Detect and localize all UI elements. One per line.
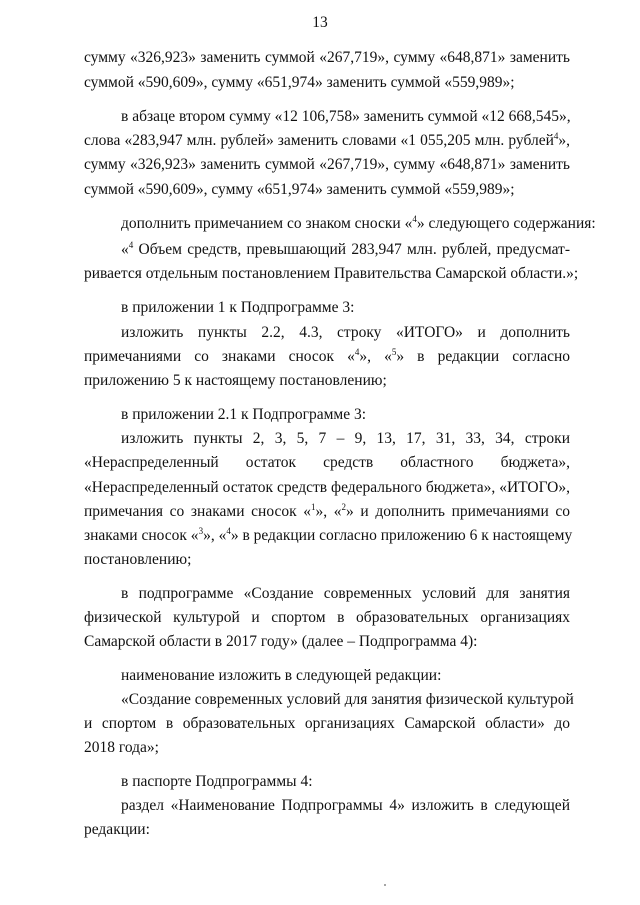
text-run: знаками сносок « — [84, 527, 199, 544]
text-line — [84, 264, 579, 284]
footnote-mark: 4 — [128, 240, 134, 250]
text-run: ривается отдельным постановлением Правительства Самарской области.»; — [84, 265, 579, 282]
text-run: приложению 5 к настоящему постановлению; — [84, 372, 387, 389]
text-run: дополнить примечанием со знаком сноски « — [121, 215, 413, 232]
text-run: примечания со знаками сносок « — [84, 503, 311, 520]
text-line — [84, 550, 570, 570]
text-run: редакции: — [84, 821, 150, 838]
text-line — [84, 608, 570, 628]
text-run: постановлению; — [84, 551, 192, 568]
text-line — [84, 347, 570, 367]
text-run: », — [558, 132, 570, 149]
text-line — [84, 714, 570, 734]
text-run: раздел «Наименование Подпрограммы 4» изложить в следующей — [121, 797, 570, 814]
text-run: » в редакции согласно приложению 6 к настоящему — [230, 527, 573, 544]
text-run: », « — [359, 348, 392, 365]
text-run: наименование изложить в следующей редакции: — [121, 667, 442, 684]
text-run: изложить пункты 2, 3, 5, 7 – 9, 13, 17, 31, 33, 34, строки — [121, 430, 570, 447]
text-run: в приложении 1 к Подпрограмме 3: — [121, 299, 355, 316]
text-line — [84, 73, 570, 93]
scan-speck — [384, 884, 386, 886]
text-run: «Нераспределенный остаток средств федерального бюджета», «ИТОГО», — [84, 479, 570, 496]
text-line — [121, 772, 570, 792]
text-line — [121, 690, 574, 710]
text-run: физической культурой и спортом в образовательных организациях — [84, 609, 570, 626]
footnote-mark: 4 — [226, 526, 231, 536]
text-line — [84, 820, 570, 840]
text-run: 2018 года»; — [84, 739, 159, 756]
text-run: суммой «590,609», сумму «651,974» заменить суммой «559,989»; — [84, 181, 515, 198]
text-line — [121, 405, 570, 425]
text-run: « — [121, 241, 129, 258]
footnote-mark: 4 — [412, 214, 417, 224]
text-line — [121, 107, 570, 127]
text-line — [84, 526, 573, 546]
text-line — [121, 666, 570, 686]
text-run: Самарской области в 2017 году» (далее – Подпрограмма 4): — [84, 633, 478, 650]
text-run: «Нераспределенный остаток средств областного бюджета», — [84, 454, 570, 471]
text-line — [84, 478, 570, 498]
text-line — [84, 738, 570, 758]
text-run: суммой «590,609», сумму «651,974» заменить суммой «559,989»; — [84, 74, 515, 91]
text-run: сумму «326,923» заменить суммой «267,719», сумму «648,871» заменить — [84, 49, 570, 66]
text-run: в паспорте Подпрограммы 4: — [121, 773, 313, 790]
text-line — [84, 453, 570, 473]
text-run: », « — [315, 503, 342, 520]
text-run: «Создание современных условий для занятия физической культурой — [121, 691, 574, 708]
footnote-mark: 4 — [553, 131, 559, 141]
text-line — [84, 502, 570, 522]
text-line — [121, 323, 570, 343]
text-line — [121, 240, 570, 260]
text-run: » и дополнить примечаниями со — [346, 503, 571, 520]
text-run: в абзаце втором сумму «12 106,758» заменить суммой «12 668,545», — [121, 108, 571, 125]
text-run: слова «283,947 млн. рублей» заменить словами «1 055,205 млн. рублей — [84, 132, 554, 149]
text-run: Объем средств, превышающий 283,947 млн. рублей, предусмат- — [133, 241, 570, 258]
text-run: в приложении 2.1 к Подпрограмме 3: — [121, 406, 367, 423]
footnote-mark: 1 — [311, 502, 316, 512]
text-run: в подпрограмме «Создание современных условий для занятия — [121, 585, 570, 602]
text-line — [84, 371, 570, 391]
text-line — [84, 131, 570, 151]
text-line — [84, 632, 570, 652]
text-line — [121, 214, 596, 234]
text-line — [84, 48, 570, 68]
text-run: изложить пункты 2.2, 4.3, строку «ИТОГО» и дополнить — [121, 324, 570, 341]
text-run: и спортом в образовательных организациях Самарской области» до — [84, 715, 570, 732]
text-run: », « — [203, 527, 227, 544]
footnote-mark: 5 — [391, 347, 397, 357]
text-line — [121, 584, 570, 604]
text-line — [121, 298, 570, 318]
footnote-mark: 2 — [341, 502, 347, 512]
text-line — [121, 429, 570, 449]
text-run: » в редакции согласно — [396, 348, 570, 365]
text-line — [84, 155, 570, 175]
page-number: 13 — [312, 14, 328, 31]
footnote-mark: 4 — [354, 347, 360, 357]
text-line — [121, 796, 570, 816]
footnote-mark: 3 — [198, 526, 204, 536]
text-line — [84, 180, 570, 200]
text-run: примечаниями со знаками сносок « — [84, 348, 355, 365]
text-run: » следующего содержания: — [416, 215, 596, 232]
text-run: сумму «326,923» заменить суммой «267,719», сумму «648,871» заменить — [84, 156, 570, 173]
